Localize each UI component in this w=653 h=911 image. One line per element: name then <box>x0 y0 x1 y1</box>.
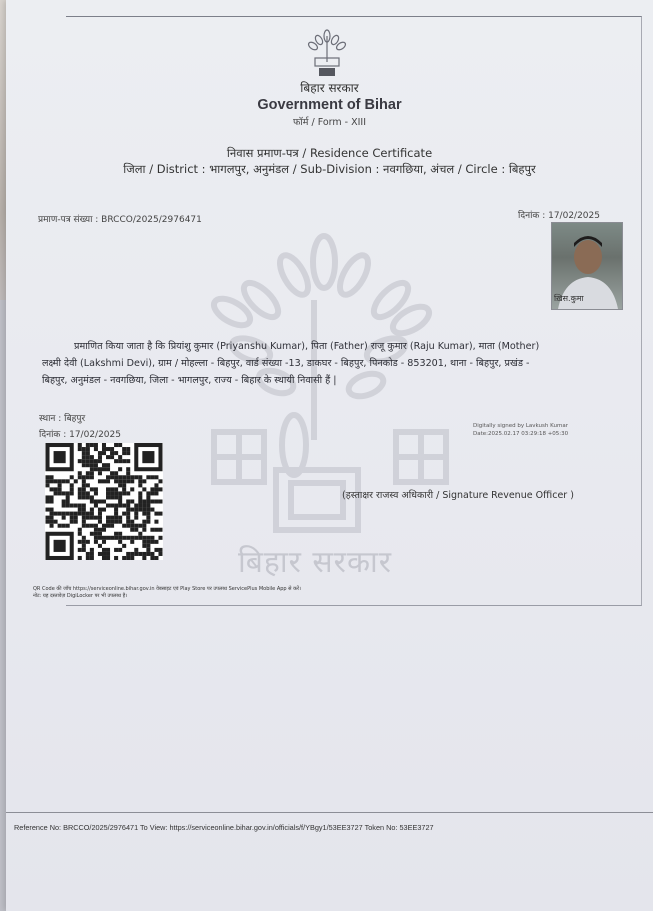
photo-signature: ख़िस.कुमा <box>554 294 584 303</box>
certificate-title: निवास प्रमाण-पत्र / Residence Certificate <box>226 146 433 160</box>
document-page <box>6 0 653 911</box>
signature-label: (हस्ताक्षर राजस्व अधिकारी / Signature Revenue Officer ) <box>342 490 574 501</box>
location-line: जिला / District : भागलपुर, अनुमंडल / Sub-Division : नवगछिया, अंचल / Circle : बिहपुर <box>123 162 536 176</box>
issue-date: दिनांक : 17/02/2025 <box>518 211 600 221</box>
watermark-text: बिहार सरकार <box>238 545 393 580</box>
reference-footer: Reference No: BRCCO/2025/2976471 To View: https://serviceonline.bihar.gov.in/officials/f/YBgy1/53EE3727 Token No: 53EE3727 <box>14 823 434 832</box>
qr-code[interactable] <box>45 443 163 560</box>
place-label: स्थान : बिहपुर <box>39 414 86 424</box>
footnote-block <box>33 586 301 600</box>
footer-divider <box>6 812 653 813</box>
header-english-title: Government of Bihar <box>257 97 402 113</box>
place-date-label: दिनांक : 17/02/2025 <box>39 430 121 440</box>
body-line-3: बिहपुर, अनुमंडल - नवगछिया, जिला - भागलपुर, राज्य - बिहार के स्थायी निवासी हैं | <box>42 375 337 386</box>
header-hindi-title: बिहार सरकार <box>300 81 359 95</box>
certificate-number: प्रमाण-पत्र संख्या : BRCCO/2025/2976471 <box>38 215 202 225</box>
digilocker-note: नोट: यह दस्तावेज़ DigiLocker पर भी उपलब्ध है। <box>33 593 128 599</box>
bihar-emblem-icon <box>301 28 353 78</box>
certificate-body <box>42 338 626 389</box>
applicant-photo <box>551 222 623 310</box>
digital-signed-date: Date:2025.02.17 03:29:18 +05:30 <box>473 431 569 437</box>
form-number: फॉर्म / Form - XIII <box>292 117 367 128</box>
body-line-1: प्रमाणित किया जाता है कि प्रियांशु कुमार (Priyanshu Kumar), पिता (Father) राजू कुमार (Raju Kumar), माता (Mother) <box>74 341 540 352</box>
digital-signature-block <box>473 422 568 438</box>
digital-signed-by: Digitally signed by Lavkush Kumar <box>473 423 568 429</box>
body-line-2: लक्ष्मी देवी (Lakshmi Devi), ग्राम / मोहल्ला - बिहपुर, वार्ड संख्या -13, डाकघर - बिहपुर, पिनकोड - 853201, थाना - बिहपुर, प्रखंड - <box>42 358 530 369</box>
qr-verification-note: QR Code की जाँच https://serviceonline.bihar.gov.in वेबसाइट एवं Play Store पर उपलब्ध ServicePlus Mobile App से करें। <box>33 586 301 592</box>
